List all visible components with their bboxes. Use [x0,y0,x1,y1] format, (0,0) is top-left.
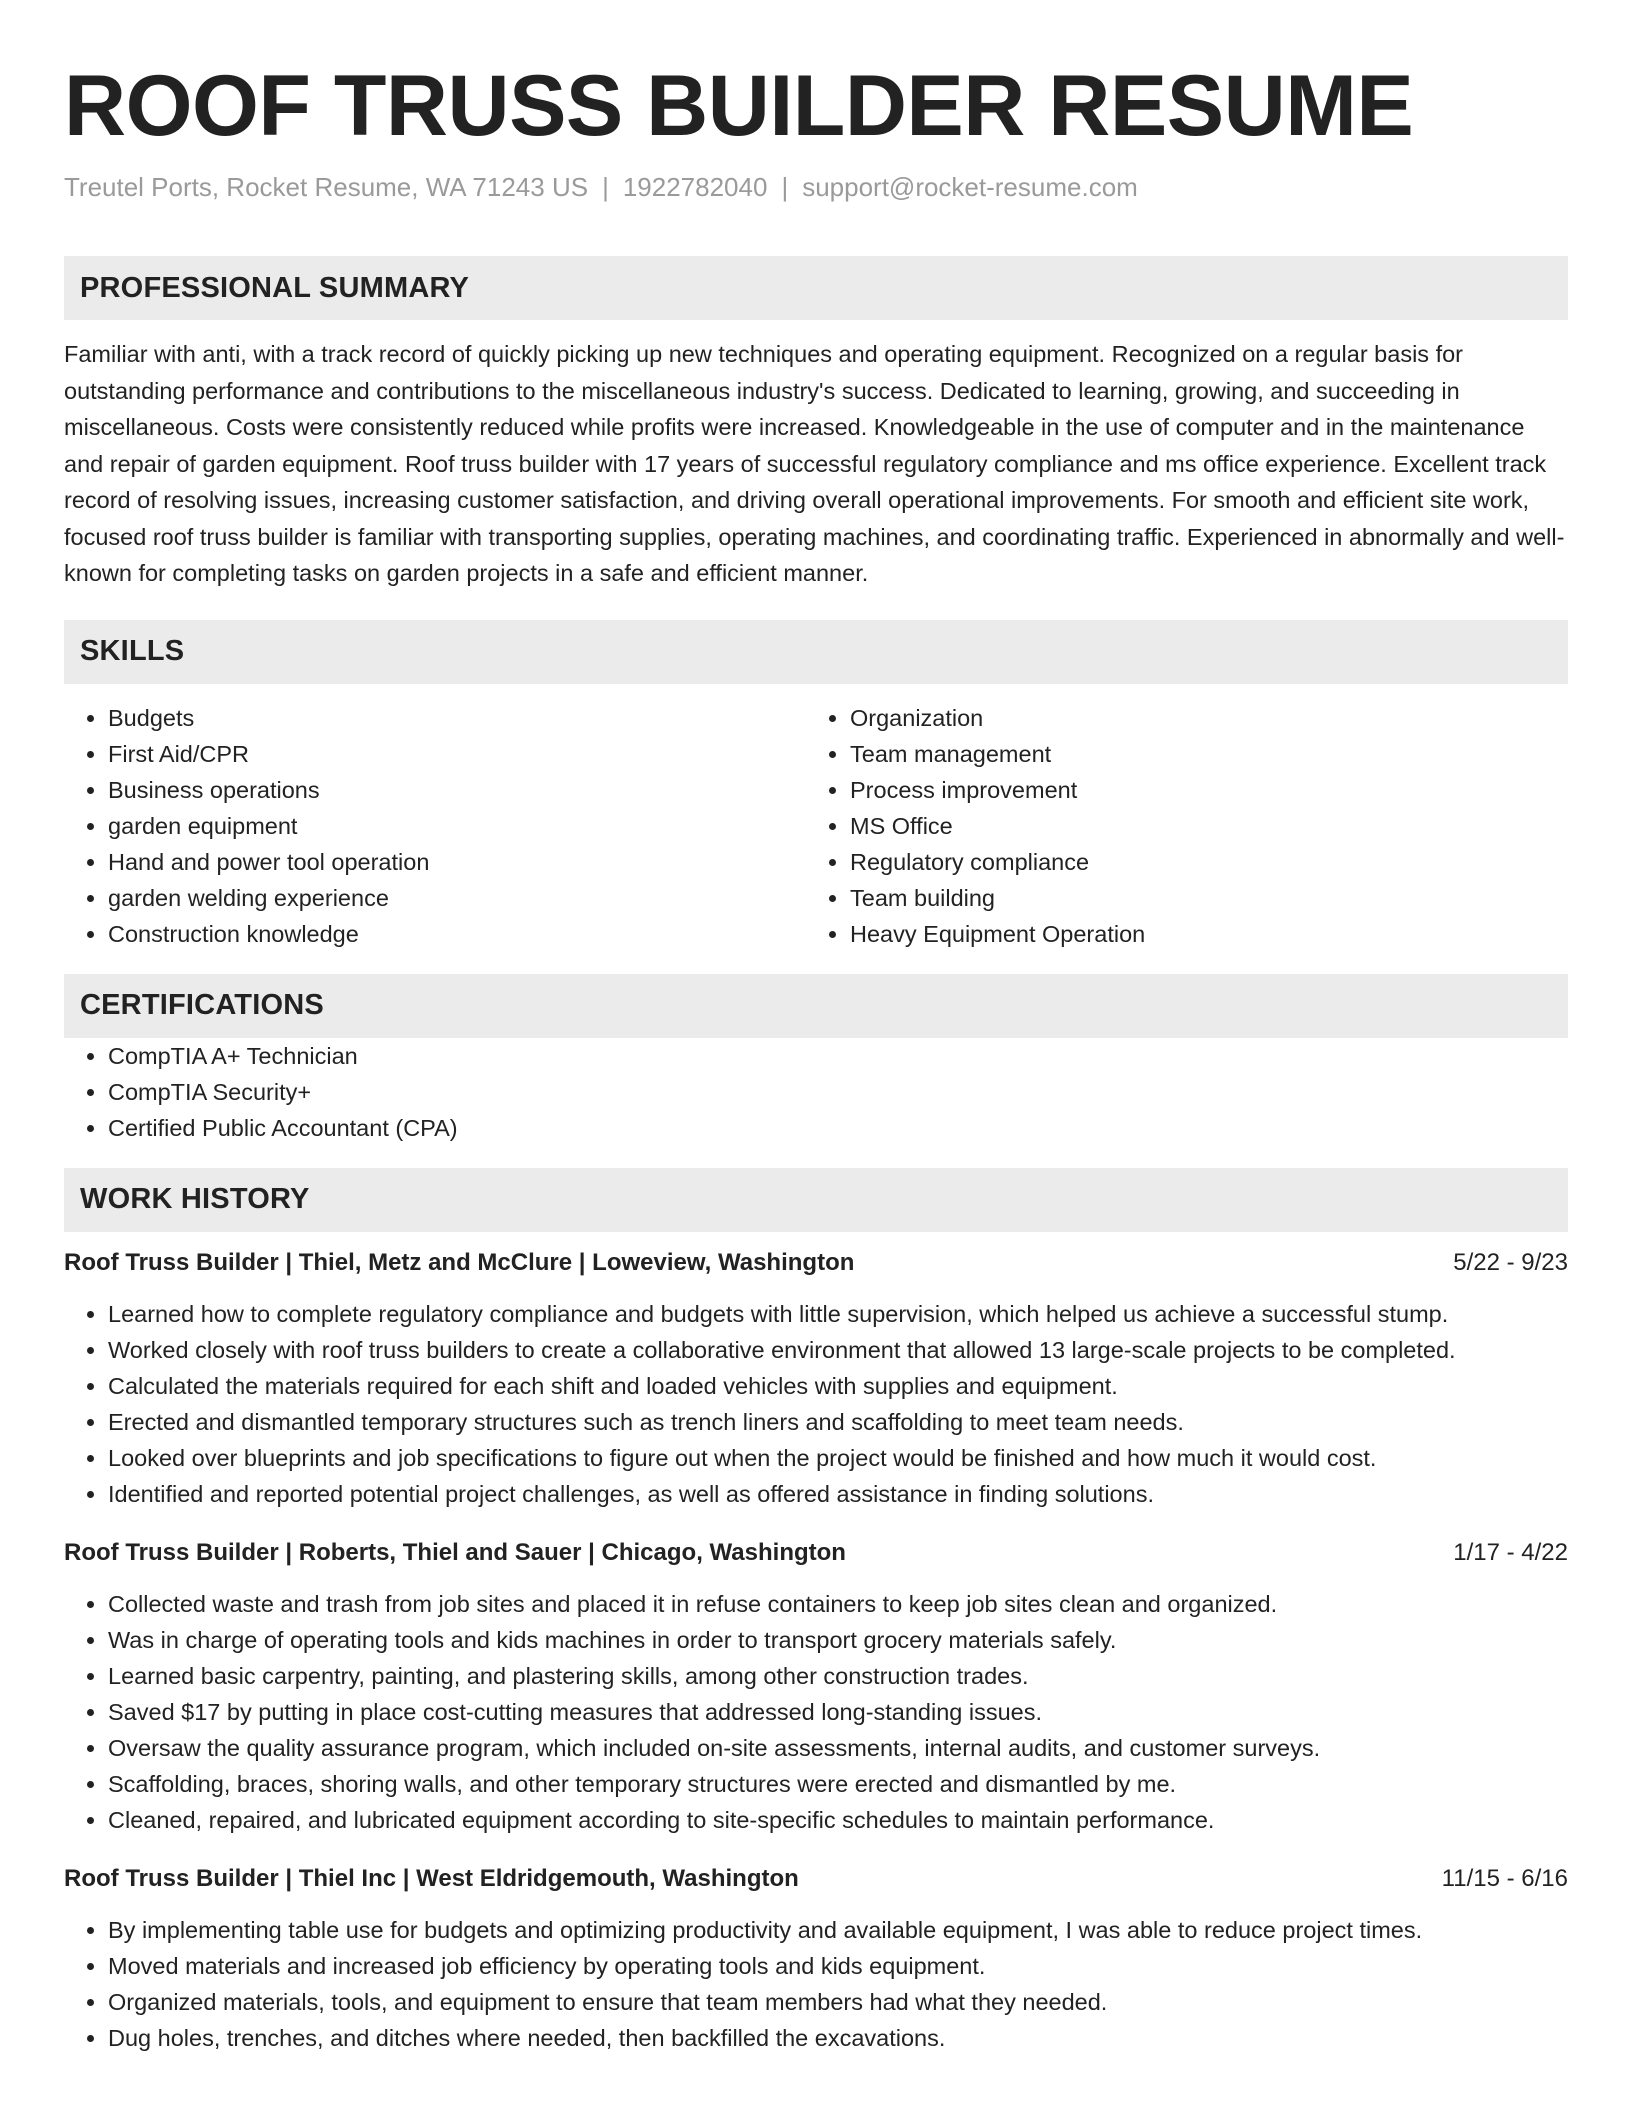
job-bullets [64,1586,1568,1838]
skill-item: • First Aid/CPR [108,736,806,772]
job-title: Roof Truss Builder | Thiel, Metz and McClure | Loweview, Washington [64,1248,855,1276]
job-bullet: • Learned how to complete regulatory compliance and budgets with little supervision, which helped us achieve a successful stump. [108,1296,1568,1332]
job-header [64,1862,1568,1896]
job-bullet: • By implementing table use for budgets and optimizing productivity and available equipment, I was able to reduce project times. [108,1912,1568,1948]
skill-item: • garden welding experience [108,880,806,916]
certification-item: • CompTIA Security+ [108,1074,1568,1110]
job-title: Roof Truss Builder | Thiel Inc | West Eldridgemouth, Washington [64,1864,799,1892]
contact-email: support@rocket-resume.com [802,172,1138,202]
skills-grid [64,700,1568,952]
job-bullets [64,1912,1568,2056]
skill-item: • garden equipment [108,808,806,844]
summary-heading: PROFESSIONAL SUMMARY [64,256,1568,320]
job-dates: 1/17 - 4/22 [1453,1538,1568,1566]
job-bullet: • Cleaned, repaired, and lubricated equipment according to site-specific schedules to maintain performance. [108,1802,1568,1838]
resume-title: ROOF TRUSS BUILDER RESUME [64,58,1414,154]
job-dates: 5/22 - 9/23 [1453,1248,1568,1276]
job-title: Roof Truss Builder | Roberts, Thiel and Sauer | Chicago, Washington [64,1538,846,1566]
skill-item: • Heavy Equipment Operation [850,916,1548,952]
contact-separator: | [602,172,609,202]
certification-item: • Certified Public Accountant (CPA) [108,1110,1568,1146]
job-entry [64,1536,1568,1838]
certifications-heading: CERTIFICATIONS [64,974,1568,1038]
skill-item: • Construction knowledge [108,916,806,952]
job-bullet: • Was in charge of operating tools and kids machines in order to transport grocery materials safely. [108,1622,1568,1658]
contact-address: Treutel Ports, Rocket Resume, WA 71243 US [64,172,589,202]
job-entry [64,1862,1568,2056]
job-header [64,1536,1568,1570]
skills-heading: SKILLS [64,620,1568,684]
contact-separator: | [781,172,789,202]
work-history-heading: WORK HISTORY [64,1168,1568,1232]
job-bullet: • Oversaw the quality assurance program, which included on-site assessments, internal audits, and customer surveys. [108,1730,1568,1766]
skill-item: • Hand and power tool operation [108,844,806,880]
skill-item: • Team building [850,880,1548,916]
skills-list-left [64,700,806,952]
contact-phone: 1922782040 [622,172,768,202]
job-bullet: • Organized materials, tools, and equipment to ensure that team members had what they needed. [108,1984,1568,2020]
skill-item: • Process improvement [850,772,1548,808]
job-header [64,1246,1568,1280]
skill-item: • Budgets [108,700,806,736]
job-bullet: • Saved $17 by putting in place cost-cutting measures that addressed long-standing issues. [108,1694,1568,1730]
job-bullet: • Dug holes, trenches, and ditches where needed, then backfilled the excavations. [108,2020,1568,2056]
skill-item: • Organization [850,700,1548,736]
job-bullet: • Looked over blueprints and job specifications to figure out when the project would be finished and how much it would cost. [108,1440,1568,1476]
job-bullet: • Calculated the materials required for each shift and loaded vehicles with supplies and equipment. [108,1368,1568,1404]
job-bullet: • Identified and reported potential project challenges, as well as offered assistance in finding solutions. [108,1476,1568,1512]
job-bullet: • Worked closely with roof truss builders to create a collaborative environment that allowed 13 large-scale projects to be completed. [108,1332,1568,1368]
summary-text: Familiar with anti, with a track record of quickly picking up new techniques and operating equipment. Recognized on a regular basis for outstanding performance and contributions to the miscellaneous industry's success. Dedicated to learning, growing, and succeeding in miscellaneous. Costs were consistently reduced while profits were increased. Knowledgeable in the use of computer and in the maintenance and repair of garden equipment. Roof truss builder with 17 years of successful regulatory compliance and ms office experience. Excellent track record of resolving issues, increasing customer satisfaction, and driving overall operational improvements. For smooth and efficient site work, focused roof truss builder is familiar with transporting supplies, operating machines, and coordinating traffic. Experienced in abnormally and well-known for completing tasks on garden projects in a safe and efficient manner. [64,341,1565,586]
skill-item: • Business operations [108,772,806,808]
job-bullet: • Learned basic carpentry, painting, and plastering skills, among other construction trades. [108,1658,1568,1694]
certifications-list [64,1038,1568,1146]
job-bullet: • Moved materials and increased job efficiency by operating tools and kids equipment. [108,1948,1568,1984]
skills-list-right [806,700,1548,952]
job-bullet: • Erected and dismantled temporary structures such as trench liners and scaffolding to meet team needs. [108,1404,1568,1440]
skill-item: • Regulatory compliance [850,844,1548,880]
certification-item: • CompTIA A+ Technician [108,1038,1568,1074]
job-bullets [64,1296,1568,1512]
job-bullet: • Collected waste and trash from job sites and placed it in refuse containers to keep job sites clean and organized. [108,1586,1568,1622]
skill-item: • MS Office [850,808,1548,844]
contact-line [64,170,1568,204]
job-entry [64,1246,1568,1512]
skill-item: • Team management [850,736,1548,772]
job-dates: 11/15 - 6/16 [1441,1864,1568,1892]
job-bullet: • Scaffolding, braces, shoring walls, and other temporary structures were erected and dismantled by me. [108,1766,1568,1802]
